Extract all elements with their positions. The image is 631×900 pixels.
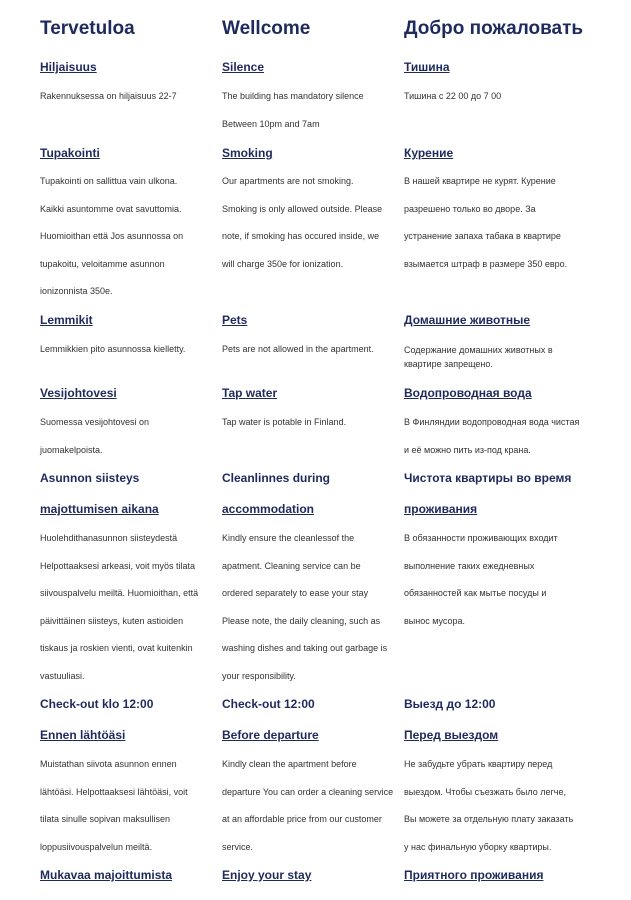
heading-enjoy-fi: Mukavaa majoittumista [40, 868, 173, 882]
heading-cleanliness-ru-2: проживания [404, 502, 478, 516]
text-before-ru: Не забудьте убрать квартиру перед выездом. Чтобы съезжать было легче, Вы можете за отдельную плату заказать у нас финальную уборку квартиры. [404, 759, 574, 852]
heading-smoking-en: Smoking [222, 146, 273, 160]
heading-water-en: Tap water [222, 386, 278, 400]
heading-pets-ru: Домашние животные [404, 313, 531, 327]
heading-pets-fi: Lemmikit [40, 313, 93, 327]
heading-enjoy-en: Enjoy your stay [222, 868, 312, 882]
heading-checkout-fi: Check-out klo 12:00 [40, 697, 154, 711]
heading-cleanliness-en-1: Cleanlinnes during [222, 471, 331, 485]
text-silence-ru: Тишина с 22 00 до 7 00 [404, 91, 502, 101]
heading-cleanliness-fi-2: majottumisen aikana [40, 502, 159, 516]
text-pets-en: Pets are not allowed in the apartment. [222, 344, 374, 354]
heading-pets-en: Pets [222, 313, 248, 327]
heading-smoking-ru: Курение [404, 146, 454, 160]
heading-before-en: Before departure [222, 728, 319, 742]
heading-before-ru: Перед выездом [404, 728, 499, 742]
heading-water-ru: Водопроводная вода [404, 386, 532, 400]
heading-silence-ru: Тишина [404, 60, 450, 74]
heading-checkout-ru: Выезд до 12:00 [404, 697, 496, 711]
text-silence-en: The building has mandatory silence Between 10pm and 7am [222, 91, 364, 129]
heading-smoking-fi: Tupakointi [40, 146, 100, 160]
heading-silence-fi: Hiljaisuus [40, 60, 97, 74]
text-cleanliness-fi: Huolehdithanasunnon siisteydestä Helpottaaksesi arkeasi, voit myös tilata siivouspalvelu meiltä. Huomioithan, että päivittäinen siisteys, kuten astioiden tiskaus ja roskien vienti, ovat kuitenkin vastuuliasi. [40, 533, 199, 681]
text-pets-fi: Lemmikkien pito asunnossa kielletty. [40, 344, 186, 354]
text-cleanliness-ru: В обязанности проживающих входит выполнение таких ежедневных обязанностей как мытье посуды и вынос мусора. [404, 533, 558, 626]
text-silence-fi: Rakennuksessa on hiljaisuus 22-7 [40, 91, 177, 101]
title-russian: Добро пожаловать [404, 18, 584, 39]
text-pets-ru: Содержание домашних животных в квартире запрещено. [404, 345, 553, 369]
heading-cleanliness-ru-1: Чистота квартиры во время [404, 471, 572, 485]
heading-before-fi: Ennen lähtöäsi [40, 728, 126, 742]
heading-cleanliness-en-2: accommodation [222, 502, 315, 516]
text-before-fi: Muistathan siivota asunnon ennen lähtöäsi. Helpottaaksesi lähtöäsi, voit tilata sinulle sopivan maksullisen loppusiivouspalvelun meiltä. [40, 759, 188, 852]
heading-enjoy-ru: Приятного проживания [404, 868, 544, 882]
text-smoking-fi: Tupakointi on sallittua vain ulkona. Kaikki asuntomme ovat savuttomia. Huomioithan että Jos asunnossa on tupakoitu, veloitamme asunnon ionizonnista 350e. [40, 176, 184, 296]
title-english: Wellcome [222, 18, 311, 39]
title-finnish: Tervetuloa [40, 18, 135, 39]
text-smoking-ru: В нашей квартире не курят. Курение разрешено только во дворе. За устранение запаха табака в квартире взымается штраф в размере 350 евро. [404, 176, 568, 269]
text-water-fi: Suomessa vesijohtovesi on juomakelpoista. [40, 417, 150, 455]
heading-water-fi: Vesijohtovesi [40, 386, 117, 400]
heading-silence-en: Silence [222, 60, 265, 74]
text-cleanliness-en: Kindly ensure the cleanlessof the apatment. Cleaning service can be ordered separately to ease your stay Please note, the daily cleaning, such as washing dishes and taking out garbage is your responsibility. [222, 533, 388, 681]
heading-cleanliness-fi-1: Asunnon siisteys [40, 471, 140, 485]
text-smoking-en: Our apartments are not smoking. Smoking is only allowed outside. Please note, if smoking has occured inside, we will charge 350e for ionization. [222, 176, 383, 269]
text-water-ru: В Финляндии водопроводная вода чистая и её можно пить из-под крана. [404, 417, 580, 455]
text-before-en: Kindly clean the apartment before departure You can order a cleaning service at an affordable price from our customer service. [222, 759, 394, 852]
heading-checkout-en: Check-out 12:00 [222, 697, 315, 711]
text-water-en: Tap water is potable in Finland. [222, 417, 347, 427]
